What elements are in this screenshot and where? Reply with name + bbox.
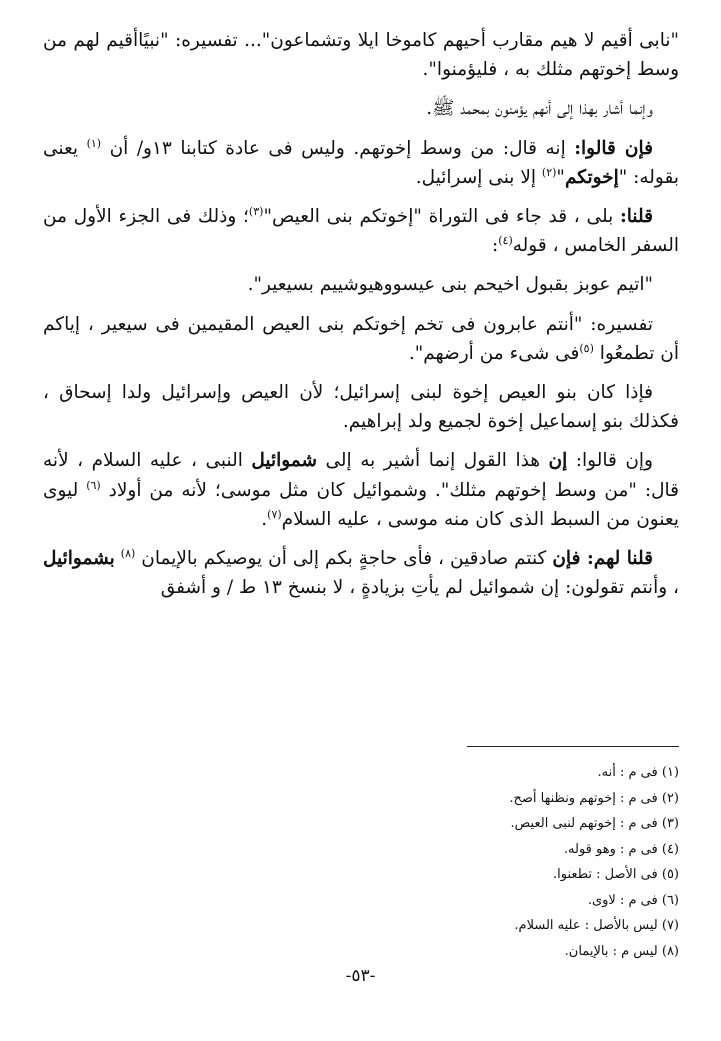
paragraph [43,94,679,123]
text-run: فى شىء من أرضهم". [408,342,580,364]
footnote-marker: (٦) [86,478,101,492]
footnote-item: (٢) فى م : إخوتهم ونظنها أصح. [509,790,679,806]
emphasis-text: إن [548,450,568,472]
footnote-item: (٣) فى م : إخوتهم لنبى العيص. [510,816,679,831]
text-run: ليوى يعنون من السبط الذى كان منه موسى ، عليه السلام [43,479,679,530]
footnote-item: (٥) فى الأصل : تطعنوا. [553,867,679,882]
emphasis-text: قلنا لهم: [586,548,653,570]
footnote-item: (٦) فى م : لاوى. [587,892,679,908]
paragraph [43,310,679,368]
footnote-marker: (١) [86,136,102,150]
footnote-marker: (٣) [248,204,264,218]
text-run: إنه قال: من وسط إخوتهم. وليس فى عادة كتابنا ١٣و/ أن [101,137,575,159]
footnote-marker: (٨) [120,546,136,560]
footnote-marker: (٢) [541,165,557,179]
text-run: كنتم صادقين ، فأى حاجةٍ بكم إلى أن يوصيكم بالإيمان [135,548,553,570]
paragraph [43,378,679,436]
text-run: النبى ، عليه السلام ، لأنه قال: "من وسط إخوتهم مثلك". وشموائيل كان مثل موسى؛ لأنه من أولاد [43,450,680,501]
text-run: وإن قالوا: [567,450,653,472]
paragraph [43,134,679,192]
text-run: هذا القول إنما أشير به إلى [317,450,549,472]
emphasis-text: قلنا: [619,206,653,228]
emphasis-text: فإن قالوا: [574,137,653,159]
page-number: -٥٣- [345,966,376,986]
main-text [43,26,679,612]
text-run: بلى ، قد جاء فى التوراة "إخوتكم بنى العيص" [263,206,620,228]
emphasis-text: بشموائيل [43,548,115,570]
paragraph [43,202,679,260]
footnote-marker: (٧) [267,507,282,521]
emphasis-text: فإن [552,548,587,570]
text-run: ، وأنتم تقولون: إن شموائيل لم يأتِ بزيادةٍ ، لا بنسخ ١٣ ط / و أشفق [160,577,679,599]
emphasis-text: شموائيل [251,450,317,472]
text-run: وإنما أشار بهذا إلى أنهم يؤمنون بمحمد ﷺ. [426,98,653,120]
footnote-marker: (٤) [498,234,513,248]
paragraph [43,446,679,534]
footnote-item: (٨) ليس م : بالإيمان. [564,943,679,959]
text-run: تفسيره: "أنتم عابرون فى تخم إخوتكم بنى العيص المقيمين فى سيعير ، إياكم أن تطمعُوا [43,313,679,364]
footnote-item: (١) فى م : أنه. [597,765,679,780]
footnote-marker: (٥) [579,341,594,355]
text-run: ؛ وذلك فى الجزء الأول من السفر الخامس ، قوله [43,206,679,257]
emphasis-text: إخوتكم [564,166,619,188]
text-run: : [491,235,499,257]
footnote-item: (٧) ليس بالأصل : عليه السلام. [514,918,679,933]
text-run: فإذا كان بنو العيص إخوة لبنى إسرائيل؛ لأن العيص وإسرائيل ولدا إسحاق ، فكذلك بنو إسماعيل إخوة لجميع ولد إبراهيم. [43,382,679,433]
text-run: " [556,166,565,188]
text-run: إلا بنى إسرائيل. [415,166,542,188]
footnotes-list [179,760,679,964]
footnote-item: (٤) فى م : وهو قوله. [563,841,679,857]
text-run: "اتيم عوبز بقبول اخيحم بنى عيسووهيوشييم بسيعير". [247,274,653,296]
paragraph [43,544,679,602]
footnote-separator [467,746,679,747]
text-run: يعنى بقوله: " [43,137,679,188]
paragraph [43,26,679,84]
text-run: "نابى أقيم لا هيم مقارب أحيهم كاموخا ايلا وتشماعون"... تفسيره: "نبيًاأقيم لهم من وسط إخوتهم مثلك به ، فليؤمنوا". [43,30,679,81]
paragraph [43,270,679,299]
text-run: . [261,508,268,530]
